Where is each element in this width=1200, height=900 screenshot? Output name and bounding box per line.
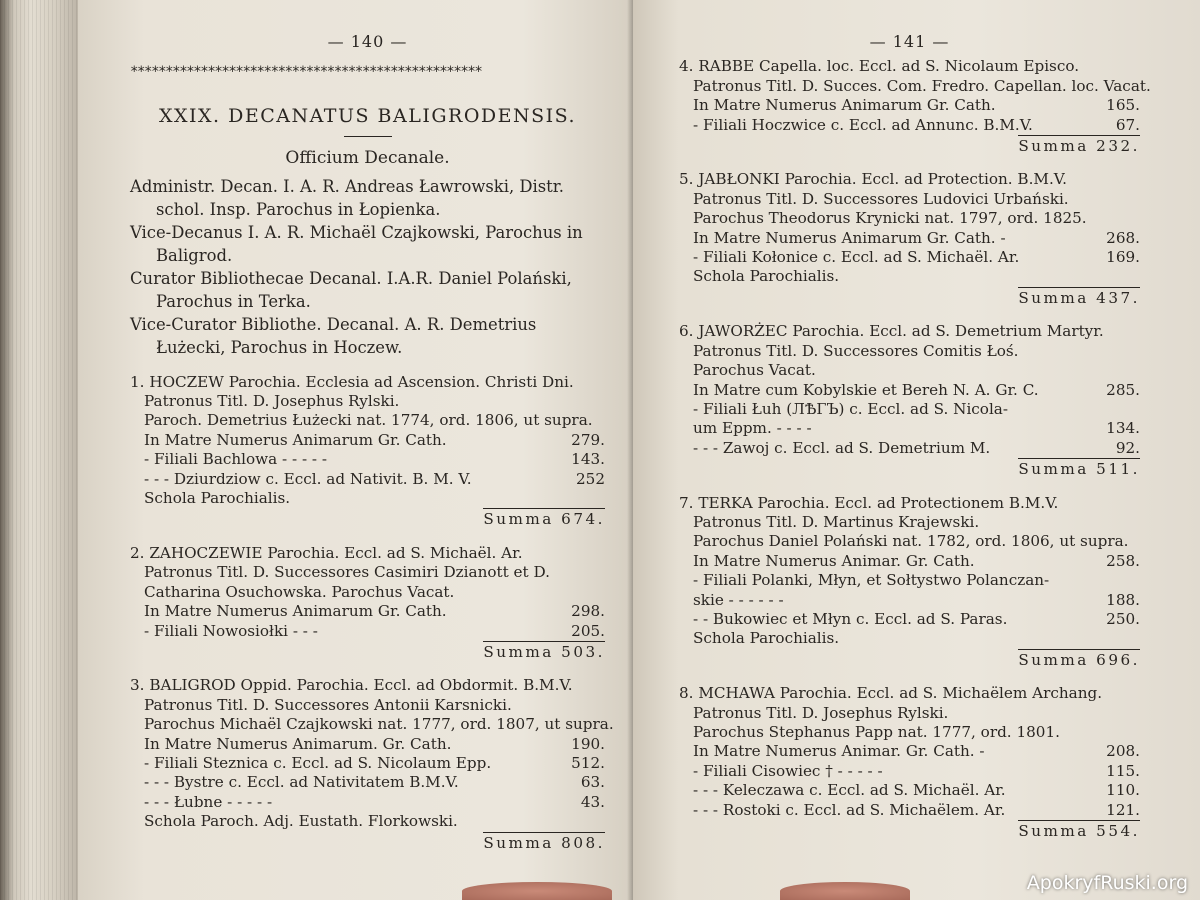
entry-line-text: - - - Dziurdziow c. Eccl. ad Nativit. B. M. V.	[144, 469, 472, 488]
entry-line-text: Catharina Osuchowska. Parochus Vacat.	[144, 582, 455, 601]
entry-line	[679, 76, 1151, 96]
finger-left	[462, 882, 612, 900]
entry-line-text: skie - - - - - -	[693, 590, 784, 609]
entry-line-number: 250.	[1106, 609, 1140, 628]
entry-line-text: In Matre Numerus Animarum Gr. Cath.	[144, 430, 447, 449]
summa-total: Summa 503.	[483, 642, 605, 661]
entry-line	[679, 209, 1140, 228]
entry-line-text: In Matre Numerus Animar. Gr. Cath. -	[693, 742, 985, 761]
entry-line-number: 43.	[580, 792, 605, 811]
entry-line-text: 7. TERKA Parochia. Eccl. ad Protectionem B.M.V.	[679, 493, 1059, 512]
entry-line	[679, 322, 1140, 341]
entry-line-text: Schola Parochialis.	[693, 629, 840, 648]
entry-line-number: 268.	[1106, 228, 1140, 247]
entry-line	[679, 439, 1140, 458]
entry-line-text: Patronus Titl. D. Josephus Rylski.	[693, 703, 949, 722]
entry-line-text: 6. JAWORŻEC Parochia. Eccl. ad S. Demetrium Martyr.	[679, 322, 1104, 341]
finger-right	[780, 882, 910, 900]
entry-line-text: - Filiali Bachlowa - - - - -	[144, 450, 328, 469]
summa-row	[130, 641, 605, 662]
entry-line-number: 121.	[1106, 800, 1140, 819]
entry-line	[130, 373, 605, 392]
entry-line-text: In Matre cum Kobylskie et Bereh N. A. Gr. C.	[693, 380, 1039, 399]
entry-line	[679, 762, 1140, 781]
entry-line-text: Patronus Titl. D. Martinus Krajewski.	[693, 512, 980, 531]
entry-line	[130, 696, 605, 715]
entry-line-number: 134.	[1106, 419, 1140, 438]
entry-line	[130, 583, 605, 602]
entry-line	[679, 400, 1140, 419]
entry-line	[679, 116, 1140, 135]
entry-line-text: 8. MCHAWA Parochia. Eccl. ad S. Michaëlem Archang.	[679, 684, 1103, 703]
entry-line-text: - - - Łubne - - - - -	[144, 792, 273, 811]
entry-line-text: Parochus Daniel Polański nat. 1782, ord. 1806, ut supra.	[693, 532, 1129, 551]
entry-line-number: 67.	[1115, 115, 1140, 134]
section-title: XXIX. DECANATUS BALIGRODENSIS.	[158, 104, 577, 127]
parish-entry	[679, 684, 1140, 841]
entry-line	[130, 622, 605, 641]
entry-line	[679, 248, 1140, 267]
parish-entry	[130, 676, 614, 853]
entry-line-text: In Matre Numerus Animarum Gr. Cath. -	[693, 228, 1006, 247]
entry-line-text: - - Bukowiec et Młyn c. Eccl. ad S. Paras.	[693, 609, 1008, 628]
left-page	[78, 0, 633, 900]
entry-line	[679, 381, 1140, 400]
entry-line	[679, 801, 1140, 820]
entry-line-text: - Filiali Cisowiec † - - - - -	[693, 761, 883, 780]
entry-line-number: 190.	[571, 734, 605, 753]
entry-line	[679, 610, 1140, 629]
parish-entry	[679, 494, 1140, 671]
entry-line-text: In Matre Numerus Animarum Gr. Cath.	[693, 96, 996, 115]
summa-total: Summa 554.	[1018, 822, 1140, 841]
entry-line-text: 4. RABBE Capella. loc. Eccl. ad S. Nicolaum Episco.	[679, 57, 1080, 76]
entry-line	[130, 602, 605, 621]
officium-heading: Officium Decanale.	[285, 148, 450, 169]
summa-row	[679, 287, 1140, 308]
entry-line	[679, 552, 1140, 571]
entry-line	[679, 684, 1140, 703]
entry-line-text: - - - Keleczawa c. Eccl. ad S. Michaël. Ar.	[693, 781, 1006, 800]
entry-line-text: 2. ZAHOCZEWIE Parochia. Eccl. ad S. Michaël. Ar.	[130, 543, 523, 562]
entry-line-text: Schola Parochialis.	[693, 267, 840, 286]
entry-line-number: 115.	[1106, 761, 1140, 780]
summa-row	[679, 135, 1140, 156]
entry-line-text: 3. BALIGROD Oppid. Parochia. Eccl. ad Obdormit. B.M.V.	[130, 676, 573, 695]
officer-line: Administr. Decan. I. A. R. Andreas Ławrowski, Distr. schol. Insp. Parochus in Łopienka.	[130, 176, 564, 219]
summa-total: Summa 696.	[1018, 650, 1140, 669]
summa-total: Summa 808.	[483, 833, 605, 852]
watermark: ApokryfRuski.org	[1026, 872, 1188, 894]
entry-line	[679, 57, 1140, 76]
entry-line-number: 279.	[571, 430, 605, 449]
entry-line	[679, 742, 1140, 761]
entry-line-text: Patronus Titl. D. Successores Comitis Łoś.	[693, 341, 1019, 360]
summa-row	[679, 458, 1140, 479]
entry-line	[679, 591, 1140, 610]
parish-entry	[679, 57, 1151, 156]
summa-total: Summa 437.	[1018, 288, 1140, 307]
entry-line-text: - - - Zawoj c. Eccl. ad S. Demetrium M.	[693, 438, 991, 457]
star-divider: **************************************************	[130, 64, 482, 81]
summa-row	[130, 832, 605, 853]
entry-line-text: In Matre Numerus Animarum. Gr. Cath.	[144, 734, 452, 753]
entry-line-number: 208.	[1106, 742, 1140, 761]
entry-line-text: 1. HOCZEW Parochia. Ecclesia ad Ascension. Christi Dni.	[130, 372, 574, 391]
entry-line	[679, 419, 1140, 438]
entry-line-text: Parochus Theodorus Krynicki nat. 1797, ord. 1825.	[693, 209, 1087, 228]
summa-row	[130, 508, 605, 529]
entry-line-number: 188.	[1106, 590, 1140, 609]
entry-line-number: 285.	[1106, 380, 1140, 399]
summa-total: Summa 232.	[1018, 137, 1140, 156]
entry-line-text: Paroch. Demetrius Łużecki nat. 1774, ord. 1806, ut supra.	[144, 411, 593, 430]
entry-line	[679, 267, 1140, 286]
entry-line	[130, 676, 605, 695]
entry-line-number: 205.	[571, 621, 605, 640]
entry-line-text: - Filiali Polanki, Młyn, et Sołtystwo Polanczan-	[693, 571, 1050, 590]
entry-line	[679, 96, 1140, 115]
entry-line-text: Patronus Titl. D. Succes. Com. Fredro. Capellan. loc. Vacat.	[693, 76, 1151, 95]
entry-line	[679, 342, 1140, 361]
entry-line-number: 252	[576, 469, 605, 488]
entry-line-text: - Filiali Steznica c. Eccl. ad S. Nicolaum Epp.	[144, 753, 492, 772]
entry-line-number: 298.	[571, 602, 605, 621]
parish-entry	[679, 322, 1140, 479]
entry-line-text: In Matre Numerus Animar. Gr. Cath.	[693, 551, 975, 570]
entry-line	[679, 571, 1140, 590]
entry-line	[679, 781, 1140, 800]
summa-row	[679, 820, 1140, 841]
entry-line-text: um Eppm. - - - -	[693, 419, 812, 438]
summa-row	[679, 649, 1140, 670]
right-page	[633, 0, 1200, 900]
entry-line	[679, 494, 1140, 513]
parish-entries-right	[679, 57, 1151, 841]
officer-line: Curator Bibliothecae Decanal. I.A.R. Daniel Polański, Parochus in Terka.	[130, 268, 572, 311]
entry-line	[679, 532, 1140, 551]
entry-line	[130, 392, 605, 411]
entry-line-number: 258.	[1106, 551, 1140, 570]
page-edges	[0, 0, 78, 900]
entry-line-text: - Filiali Kołonice c. Eccl. ad S. Michaël. Ar.	[693, 248, 1020, 267]
entry-line-number: 512.	[571, 753, 605, 772]
parish-entry	[130, 373, 605, 530]
parish-entry	[130, 544, 605, 662]
entry-line	[679, 170, 1140, 189]
entry-line	[130, 563, 605, 582]
entry-line	[679, 629, 1140, 648]
entry-line	[679, 361, 1140, 380]
entry-line-text: Patronus Titl. D. Successores Ludovici Urbański.	[693, 189, 1069, 208]
entry-line-text: - Filiali Hoczwice c. Eccl. ad Annunc. B.M.V.	[693, 115, 1033, 134]
entry-line	[130, 470, 605, 489]
entry-line-text: Parochus Stephanus Papp nat. 1777, ord. 1801.	[693, 723, 1060, 741]
officium-list	[130, 175, 605, 359]
entry-line-text: - - - Rostoki c. Eccl. ad S. Michaëlem. Ar.	[693, 800, 1006, 819]
entry-line	[130, 793, 605, 812]
entry-line-number: 169.	[1106, 248, 1140, 267]
entry-line-number: 143.	[571, 450, 605, 469]
entry-line	[130, 489, 605, 508]
entry-line-text: In Matre Numerus Animarum Gr. Cath.	[144, 602, 447, 621]
entry-line-number: 92.	[1115, 438, 1140, 457]
entry-line	[130, 773, 605, 792]
entry-line	[130, 812, 605, 831]
page-number-left: — 140 —	[327, 32, 408, 51]
entry-line-text: Parochus Michaël Czajkowski nat. 1777, ord. 1807, ut supra.	[144, 715, 614, 734]
entry-line-number: 110.	[1106, 781, 1140, 800]
entry-line	[679, 704, 1140, 723]
entry-line-text: Parochus Vacat.	[693, 361, 816, 380]
summa-total: Summa 511.	[1018, 460, 1140, 479]
entry-line	[679, 229, 1140, 248]
title-rule	[344, 136, 392, 137]
parish-entries-left	[130, 372, 614, 853]
parish-entry	[679, 170, 1140, 308]
entry-line-text: 5. JABŁONKI Parochia. Eccl. ad Protection. B.M.V.	[679, 170, 1067, 189]
entry-line	[130, 544, 605, 563]
entry-line-text: Patronus Titl. D. Successores Antonii Karsnicki.	[144, 695, 512, 714]
entry-line-text: Patronus Titl. D. Josephus Rylski.	[144, 392, 400, 411]
entry-line	[130, 754, 605, 773]
officer-line: Vice-Curator Bibliothe. Decanal. A. R. Demetrius Łużecki, Parochus in Hoczew.	[130, 314, 537, 357]
entry-line	[679, 190, 1140, 209]
summa-total: Summa 674.	[483, 510, 605, 529]
page-number-right: — 141 —	[869, 32, 950, 51]
officer-line: Vice-Decanus I. A. R. Michaël Czajkowski, Parochus in Baligrod.	[130, 222, 583, 265]
entry-line	[130, 735, 605, 754]
entry-line-text: Schola Parochialis.	[144, 489, 291, 508]
entry-line-text: Patronus Titl. D. Successores Casimiri Dzianott et D.	[144, 563, 550, 582]
entry-line-number: 63.	[580, 773, 605, 792]
entry-line-text: - - - Bystre c. Eccl. ad Nativitatem B.M.V.	[144, 773, 459, 792]
entry-line-text: - Filiali Nowosiołki - - -	[144, 621, 318, 640]
entry-line	[679, 723, 1140, 742]
entry-line	[130, 450, 605, 469]
entry-line	[130, 431, 605, 450]
entry-line	[130, 715, 614, 734]
entry-line	[679, 513, 1140, 532]
entry-line-text: - Filiali Łuh (ЛѢГЪ) c. Eccl. ad S. Nicola-	[693, 399, 1008, 418]
entry-line	[130, 411, 605, 430]
entry-line-text: Schola Paroch. Adj. Eustath. Florkowski.	[144, 812, 458, 831]
entry-line-number: 165.	[1106, 96, 1140, 115]
